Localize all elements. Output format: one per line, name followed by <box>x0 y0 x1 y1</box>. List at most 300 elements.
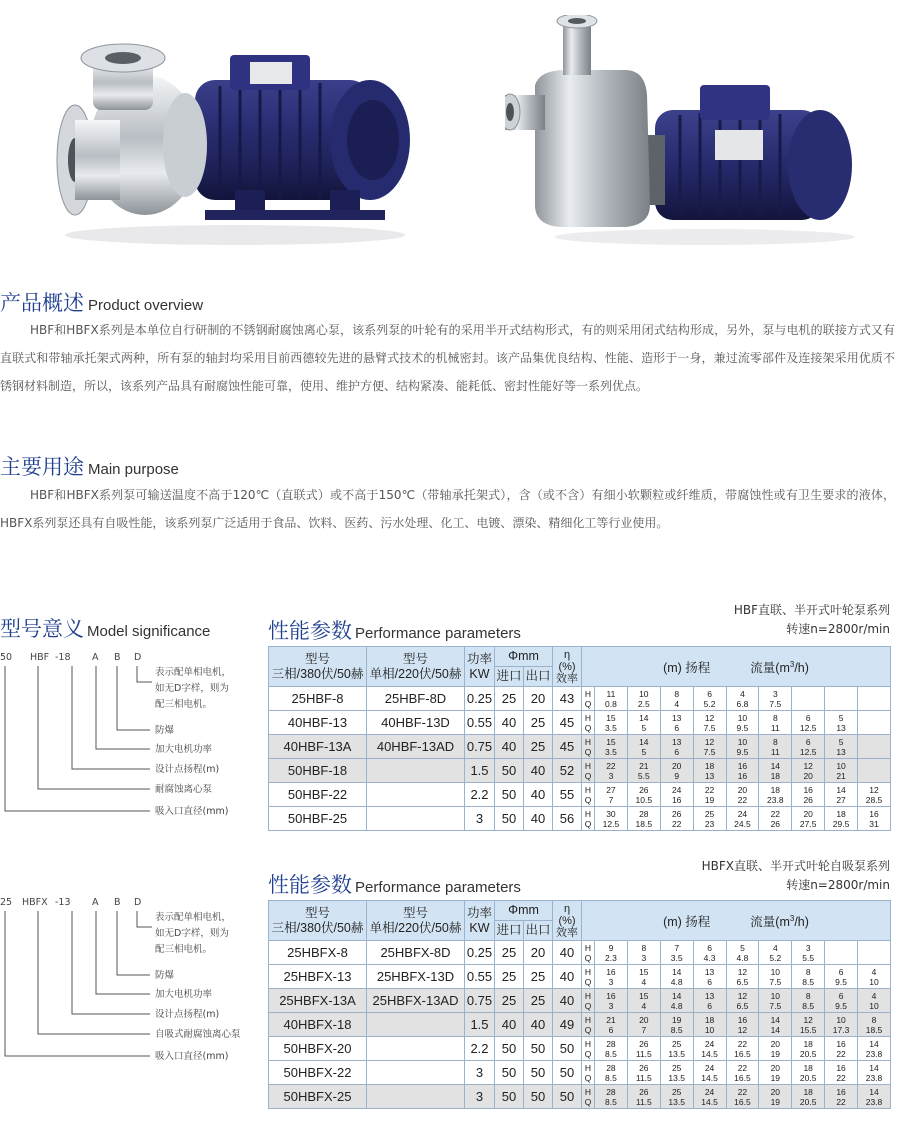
point-head: 12 <box>869 784 879 795</box>
cell-eff: 40 <box>553 989 582 1013</box>
point-head: 8 <box>805 966 811 977</box>
point-flow: 29.5 <box>832 818 850 829</box>
cell-point <box>858 1061 891 1085</box>
overview-title-en: Product overview <box>88 297 204 314</box>
cell-m1 <box>367 1061 465 1085</box>
cell-m1 <box>367 783 465 807</box>
header-inlet: 进口 <box>495 921 524 941</box>
code-series: HBFX <box>22 897 48 908</box>
point-head: 21 <box>606 1014 616 1025</box>
cell-point <box>858 965 891 989</box>
point-head: 18 <box>803 1038 813 1049</box>
point-flow: 4.8 <box>670 1000 683 1011</box>
cell-hq-label <box>582 759 595 783</box>
point-head: 4 <box>772 942 778 953</box>
point-head: 7 <box>674 942 680 953</box>
cell-point <box>627 1061 660 1085</box>
cell-point <box>858 711 891 735</box>
series-note-hbf <box>734 601 890 639</box>
cell-point <box>693 711 726 735</box>
code-d: D <box>134 897 142 908</box>
point-head: 16 <box>803 784 813 795</box>
cell-m3: 25HBFX-13A <box>269 989 367 1013</box>
cell-point <box>660 1037 693 1061</box>
cell-in: 40 <box>495 711 524 735</box>
cell-point <box>726 807 759 831</box>
point-head: 28 <box>606 1038 616 1049</box>
cell-out: 50 <box>524 1037 553 1061</box>
performance-table-hbfx <box>268 900 891 1109</box>
point-flow: 9 <box>674 770 680 781</box>
cell-hq-label <box>582 687 595 711</box>
point-flow: 17.3 <box>832 1024 850 1035</box>
cell-point <box>693 989 726 1013</box>
point-flow: 14.5 <box>701 1048 718 1059</box>
cell-m1: 40HBF-13AD <box>367 735 465 759</box>
header-eta: η <box>563 902 571 915</box>
hbfx-pump-photo <box>505 15 865 250</box>
point-flow: 23.8 <box>865 1048 883 1059</box>
cell-in: 50 <box>495 1061 524 1085</box>
point-head: 5 <box>838 712 844 723</box>
point-head: 8 <box>805 990 811 1001</box>
header-model-three-phase <box>269 647 367 687</box>
series-speed: 转速n=2800r/min <box>786 878 890 892</box>
label-inlet-diameter: 吸入口直径(mm) <box>155 806 229 817</box>
hbf-pump-photo <box>45 20 415 250</box>
point-head: 18 <box>803 1086 813 1097</box>
point-head: 16 <box>836 1038 846 1049</box>
label-design-head: 设计点扬程(m) <box>155 764 220 775</box>
point-flow: 7.5 <box>769 1000 782 1011</box>
cell-point <box>858 783 891 807</box>
header-unit: (%) <box>558 914 576 927</box>
purpose-title-en: Main purpose <box>88 461 179 478</box>
cell-hq-label <box>582 1037 595 1061</box>
cell-point <box>660 1013 693 1037</box>
cell-hq-label <box>582 783 595 807</box>
header-sub: 单相/220伏/50赫 <box>369 666 462 681</box>
cell-out: 40 <box>524 1013 553 1037</box>
code-series: HBF <box>30 652 50 663</box>
point-head: 9 <box>608 942 614 953</box>
cell-kw: 1.5 <box>465 759 495 783</box>
cell-in: 25 <box>495 941 524 965</box>
header-label: 型号 <box>304 651 330 666</box>
point-flow: 24.5 <box>734 818 751 829</box>
label-single-phase-3: 配三相电机。 <box>155 944 213 955</box>
cell-point <box>660 807 693 831</box>
cell-kw: 1.5 <box>465 1013 495 1037</box>
point-head: 22 <box>737 1086 748 1097</box>
cell-point <box>595 807 628 831</box>
point-flow: 7.5 <box>769 976 782 987</box>
table-row <box>269 989 891 1013</box>
header-label: 效率 <box>556 672 578 685</box>
label-explosion-proof: 防爆 <box>155 725 175 736</box>
point-head: 11 <box>606 688 616 699</box>
point-head: 18 <box>836 808 846 819</box>
cell-point <box>825 1013 858 1037</box>
point-flow: 28.5 <box>865 794 883 805</box>
cell-hq-label <box>582 1061 595 1085</box>
point-head: 16 <box>606 966 616 977</box>
cell-point <box>595 1037 628 1061</box>
cell-point <box>627 1037 660 1061</box>
point-flow: 19 <box>704 794 715 805</box>
point-head: 18 <box>770 784 781 795</box>
cell-in: 40 <box>495 1013 524 1037</box>
point-head: 10 <box>836 760 846 771</box>
point-head: 16 <box>869 808 879 819</box>
cell-point <box>759 807 792 831</box>
cell-m1 <box>367 1013 465 1037</box>
performance-heading-1 <box>268 615 521 645</box>
cell-point <box>595 1085 628 1109</box>
cell-in: 40 <box>495 735 524 759</box>
cell-point <box>660 941 693 965</box>
cell-point <box>726 989 759 1013</box>
point-flow: 4.8 <box>670 976 683 987</box>
cell-out: 25 <box>524 711 553 735</box>
cell-point <box>693 687 726 711</box>
cell-point <box>792 687 825 711</box>
cell-out: 50 <box>524 1085 553 1109</box>
point-flow: 11 <box>770 746 780 757</box>
cell-point <box>627 735 660 759</box>
point-flow: 11.5 <box>635 1072 652 1083</box>
header-model-single-phase <box>367 901 465 941</box>
point-flow: 22 <box>836 1096 846 1107</box>
cell-m3: 25HBFX-8 <box>269 941 367 965</box>
point-flow: 11.5 <box>635 1096 652 1107</box>
point-head: 8 <box>674 688 680 699</box>
point-head: 6 <box>838 966 844 977</box>
point-flow: 23.8 <box>767 794 784 805</box>
header-label: 型号 <box>402 651 428 666</box>
cell-point <box>595 783 628 807</box>
point-head: 13 <box>671 736 682 747</box>
point-flow: 4.3 <box>703 952 716 963</box>
cell-point <box>595 735 628 759</box>
cell-hq-label <box>582 989 595 1013</box>
cell-point <box>726 965 759 989</box>
point-head: 28 <box>606 1086 616 1097</box>
cell-eff: 43 <box>553 687 582 711</box>
cell-kw: 0.55 <box>465 711 495 735</box>
point-flow: 7.5 <box>769 698 782 709</box>
table-row <box>269 783 891 807</box>
header-sub: KW <box>469 920 490 935</box>
header-flow-sup: 3 <box>789 913 795 923</box>
cell-hq-label <box>582 965 595 989</box>
cell-point <box>693 1037 726 1061</box>
header-sub: KW <box>469 666 490 681</box>
point-head: 20 <box>770 1062 781 1073</box>
cell-point <box>693 759 726 783</box>
point-flow: 5.5 <box>637 770 650 781</box>
cell-point <box>792 1013 825 1037</box>
product-overview-heading <box>0 287 203 317</box>
cell-eff: 40 <box>553 965 582 989</box>
cell-kw: 3 <box>465 807 495 831</box>
cell-in: 25 <box>495 687 524 711</box>
point-head: 16 <box>836 1062 846 1073</box>
cell-point <box>825 759 858 783</box>
point-flow: 16.5 <box>734 1072 751 1083</box>
point-flow: 16 <box>671 794 682 805</box>
point-head: 10 <box>770 990 781 1001</box>
cell-point <box>825 965 858 989</box>
point-flow: 16.5 <box>734 1048 751 1059</box>
cell-point <box>759 965 792 989</box>
cell-point <box>759 941 792 965</box>
point-flow: 6.5 <box>736 976 749 987</box>
cell-point <box>759 1061 792 1085</box>
point-head: 24 <box>704 1038 715 1049</box>
cell-point <box>595 941 628 965</box>
cell-point <box>759 1013 792 1037</box>
cell-point <box>759 783 792 807</box>
point-head: 4 <box>740 688 745 699</box>
cell-point <box>792 735 825 759</box>
point-flow: 10 <box>704 1024 715 1035</box>
point-head: 14 <box>770 760 781 771</box>
header-flow-sup: 3 <box>789 659 795 669</box>
h-label: H <box>584 688 592 699</box>
point-head: 13 <box>671 712 682 723</box>
point-flow: 3.5 <box>670 952 683 963</box>
performance-heading-2 <box>268 869 521 899</box>
main-purpose-heading <box>0 451 179 481</box>
point-flow: 6 <box>608 1024 614 1035</box>
cell-hq-label <box>582 941 595 965</box>
cell-eff: 50 <box>553 1037 582 1061</box>
cell-point <box>693 1061 726 1085</box>
q-label: Q <box>584 770 592 781</box>
q-label: Q <box>584 722 592 733</box>
point-head: 15 <box>606 736 616 747</box>
performance-table-hbf <box>268 646 891 831</box>
header-label: 效率 <box>556 926 578 939</box>
cell-point <box>726 1013 759 1037</box>
cell-point <box>693 807 726 831</box>
header-diameter: Φmm <box>495 647 553 667</box>
cell-point <box>825 711 858 735</box>
cell-point <box>595 1013 628 1037</box>
header-power <box>465 901 495 941</box>
cell-point <box>627 941 660 965</box>
point-head: 25 <box>671 1062 682 1073</box>
cell-point <box>660 1085 693 1109</box>
point-head: 3 <box>772 688 778 699</box>
point-flow: 2.3 <box>605 952 617 963</box>
point-flow: 8.5 <box>802 976 815 987</box>
point-flow: 6 <box>707 976 712 987</box>
point-head: 20 <box>671 760 682 771</box>
cell-point <box>759 735 792 759</box>
point-flow: 13.5 <box>668 1072 685 1083</box>
cell-point <box>693 1013 726 1037</box>
cell-point <box>627 687 660 711</box>
purpose-title-cn: 主要用途 <box>0 455 84 479</box>
cell-point <box>858 1013 891 1037</box>
point-head: 16 <box>606 990 616 1001</box>
cell-eff: 40 <box>553 941 582 965</box>
cell-point <box>693 735 726 759</box>
point-flow: 12 <box>737 1024 748 1035</box>
point-flow: 4 <box>641 1000 647 1011</box>
table-row <box>269 759 891 783</box>
header-power <box>465 647 495 687</box>
header-flow <box>750 915 809 929</box>
point-flow: 26 <box>770 818 781 829</box>
point-flow: 19 <box>770 1048 781 1059</box>
point-flow: 12.5 <box>799 722 817 733</box>
cell-point <box>858 687 891 711</box>
point-head: 6 <box>805 736 811 747</box>
point-head: 21 <box>639 760 649 771</box>
point-head: 14 <box>639 712 649 723</box>
cell-kw: 3 <box>465 1085 495 1109</box>
point-head: 12 <box>704 736 715 747</box>
point-flow: 11 <box>770 722 780 733</box>
point-flow: 5.2 <box>703 698 716 709</box>
cell-point <box>660 759 693 783</box>
point-flow: 7 <box>641 1024 647 1035</box>
point-head: 22 <box>737 1038 748 1049</box>
cell-kw: 3 <box>465 1061 495 1085</box>
cell-out: 25 <box>524 735 553 759</box>
cell-point <box>627 1013 660 1037</box>
cell-in: 25 <box>495 989 524 1013</box>
point-head: 12 <box>803 760 813 771</box>
point-head: 16 <box>737 760 748 771</box>
cell-point <box>759 1037 792 1061</box>
point-flow: 9.5 <box>736 746 749 757</box>
cell-eff: 49 <box>553 1013 582 1037</box>
header-unit: (%) <box>558 660 576 673</box>
point-flow: 22 <box>836 1072 846 1083</box>
cell-point <box>858 759 891 783</box>
cell-point <box>858 735 891 759</box>
cell-eff: 50 <box>553 1061 582 1085</box>
header-eta: η <box>563 648 571 661</box>
h-label: H <box>584 784 592 795</box>
point-head: 22 <box>737 1062 748 1073</box>
point-flow: 23 <box>704 818 715 829</box>
point-head: 20 <box>770 1086 781 1097</box>
cell-m3: 25HBFX-13 <box>269 965 367 989</box>
point-flow: 3 <box>608 770 614 781</box>
label-single-phase-2: 如无D字样，则为 <box>155 683 229 694</box>
point-head: 8 <box>772 712 778 723</box>
model-leader-lines <box>5 666 152 811</box>
header-label: 型号 <box>402 905 428 920</box>
cell-point <box>858 807 891 831</box>
cell-in: 50 <box>495 759 524 783</box>
point-flow: 6.5 <box>736 1000 749 1011</box>
cell-kw: 0.75 <box>465 989 495 1013</box>
point-head: 10 <box>737 736 748 747</box>
point-flow: 14.5 <box>701 1096 718 1107</box>
cell-hq-label <box>582 807 595 831</box>
point-head: 20 <box>770 1038 781 1049</box>
h-label: H <box>584 808 592 819</box>
point-head: 24 <box>704 1062 715 1073</box>
point-head: 6 <box>707 942 712 953</box>
point-head: 6 <box>838 990 844 1001</box>
point-flow: 20 <box>803 770 813 781</box>
table-row <box>269 965 891 989</box>
q-label: Q <box>584 794 592 805</box>
cell-kw: 2.2 <box>465 1037 495 1061</box>
cell-m3: 50HBF-25 <box>269 807 367 831</box>
cell-out: 40 <box>524 807 553 831</box>
point-flow: 10 <box>869 976 879 987</box>
header-outlet: 出口 <box>524 667 553 687</box>
q-label: Q <box>584 746 592 757</box>
point-head: 22 <box>770 808 781 819</box>
label-single-phase-1: 表示配单相电机， <box>155 667 232 678</box>
header-model-three-phase <box>269 901 367 941</box>
code-head: -18 <box>55 652 71 663</box>
code-a: A <box>92 652 99 663</box>
cell-m1 <box>367 1037 465 1061</box>
point-flow: 16 <box>737 770 748 781</box>
cell-in: 50 <box>495 1037 524 1061</box>
point-head: 27 <box>606 784 616 795</box>
header-flow-text: 流量(m <box>750 661 790 676</box>
cell-out: 25 <box>524 965 553 989</box>
label-explosion-proof: 防爆 <box>155 970 175 981</box>
series-name: HBFX直联、半开式叶轮自吸泵系列 <box>701 859 890 873</box>
point-head: 14 <box>639 736 649 747</box>
header-efficiency <box>553 901 582 941</box>
cell-point <box>627 965 660 989</box>
point-head: 14 <box>869 1062 879 1073</box>
cell-eff: 55 <box>553 783 582 807</box>
point-flow: 10 <box>869 1000 879 1011</box>
model-title-en: Model significance <box>87 623 211 640</box>
cell-point <box>726 759 759 783</box>
cell-m1: 40HBF-13D <box>367 711 465 735</box>
cell-m1 <box>367 759 465 783</box>
point-head: 14 <box>671 966 682 977</box>
cell-point <box>759 989 792 1013</box>
point-head: 13 <box>704 990 715 1001</box>
cell-point <box>595 989 628 1013</box>
cell-point <box>660 687 693 711</box>
point-head: 8 <box>641 942 647 953</box>
header-sub: 单相/220伏/50赫 <box>369 920 462 935</box>
point-flow: 16.5 <box>734 1096 751 1107</box>
cell-point <box>726 735 759 759</box>
point-flow: 5 <box>641 746 647 757</box>
point-head: 16 <box>737 1014 748 1025</box>
point-head: 24 <box>671 784 682 795</box>
model-diagram-hbf <box>0 648 262 823</box>
point-flow: 4 <box>641 976 647 987</box>
h-label: H <box>584 990 592 1001</box>
point-flow: 5.5 <box>802 952 815 963</box>
cell-in: 50 <box>495 807 524 831</box>
cell-eff: 50 <box>553 1085 582 1109</box>
point-flow: 0.8 <box>605 698 617 709</box>
point-head: 22 <box>704 784 715 795</box>
cell-point <box>726 1085 759 1109</box>
cell-point <box>858 989 891 1013</box>
